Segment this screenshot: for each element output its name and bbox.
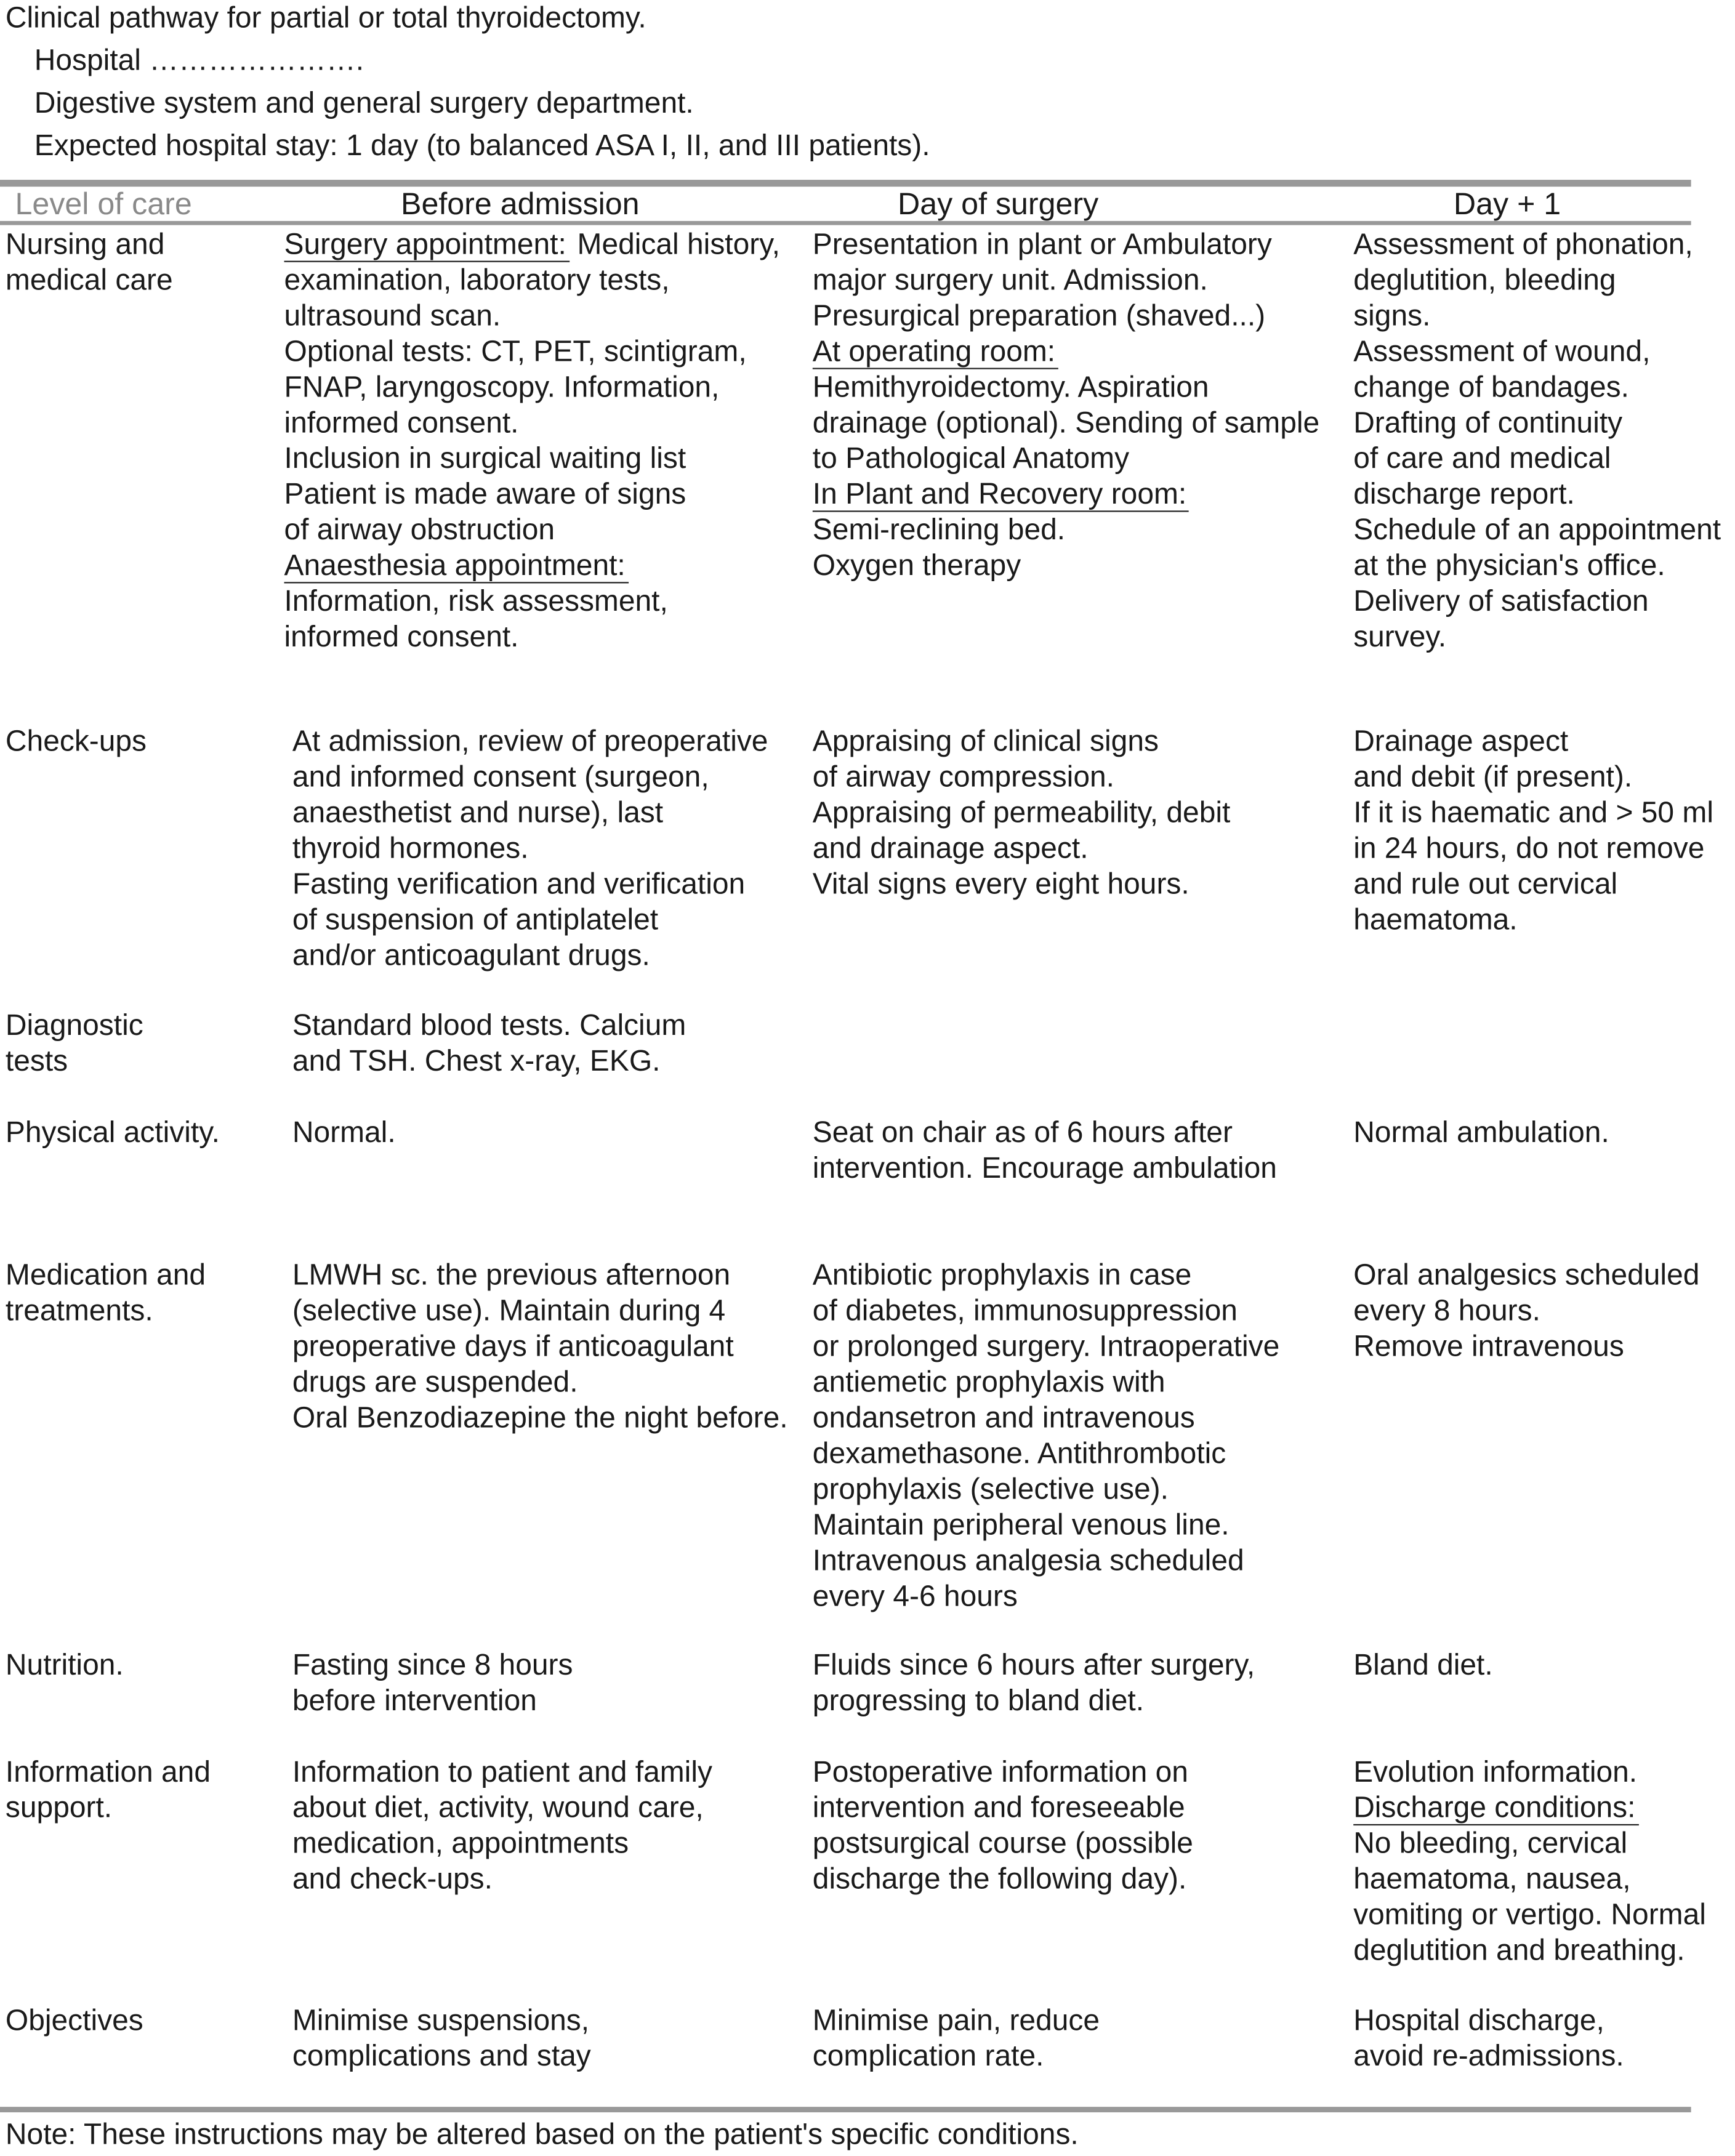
cell-line: Normal.	[292, 1116, 396, 1149]
cell-line: Nutrition.	[5, 1648, 124, 1682]
cell-line: Oral Benzodiazepine the night before.	[292, 1401, 788, 1434]
cell-physical-activity-before-admission	[292, 1114, 396, 1150]
row-label-physical-activity	[6, 1114, 220, 1150]
underlined-subheading: Surgery appointment:	[284, 228, 569, 262]
cell-line: signs.	[1353, 299, 1431, 332]
cell-information-support-day-of-surgery	[813, 1754, 1193, 1897]
cell-line: No bleeding, cervical	[1353, 1827, 1628, 1860]
cell-information-support-before-admission	[292, 1754, 712, 1897]
document-title: Clinical pathway for partial or total thyroidectomy.	[5, 1, 646, 34]
cell-line: intervention and foreseeable	[812, 1791, 1185, 1824]
cell-line: Evolution information.	[1353, 1755, 1638, 1788]
cell-line: Fluids since 6 hours after surgery,	[812, 1648, 1255, 1682]
cell-line: of suspension of antiplatelet	[292, 903, 659, 936]
cell-line: preoperative days if anticoagulant	[292, 1330, 734, 1363]
cell-line: Bland diet.	[1353, 1648, 1493, 1682]
row-label-objectives	[6, 2003, 143, 2038]
cell-line: examination, laboratory tests,	[284, 263, 670, 297]
cell-line: Nursing and	[5, 228, 165, 261]
cell-line: drainage (optional). Sending of sample	[812, 406, 1320, 440]
cell-line: Patient is made aware of signs	[284, 477, 686, 511]
cell-line: Fasting since 8 hours	[292, 1648, 573, 1682]
cell-line: deglutition, bleeding	[1353, 263, 1616, 297]
bottom-rule	[0, 2107, 1691, 2112]
underlined-subheading: At operating room:	[813, 335, 1058, 369]
cell-line: Minimise pain, reduce	[812, 2003, 1100, 2037]
cell-medication-treatments-day-of-surgery	[813, 1257, 1279, 1614]
cell-check-ups-before-admission	[292, 723, 768, 973]
top-rule	[0, 180, 1691, 187]
cell-line: change of bandages.	[1353, 370, 1629, 404]
header-level-of-care: Level of care	[15, 187, 192, 221]
cell-line: Physical activity.	[5, 1116, 220, 1149]
cell-line: antiemetic prophylaxis with	[812, 1366, 1165, 1399]
cell-line: Seat on chair as of 6 hours after	[812, 1116, 1233, 1149]
cell-line: Appraising of permeability, debit	[812, 796, 1231, 829]
cell-line: Presurgical preparation (shaved...)	[812, 299, 1266, 332]
cell-line: Hemithyroidectomy. Aspiration	[812, 370, 1209, 404]
underlined-subheading: Anaesthesia appointment:	[284, 549, 628, 584]
cell-line	[813, 477, 1319, 512]
cell-line: Drafting of continuity	[1353, 406, 1623, 440]
header-rule	[0, 221, 1691, 225]
cell-line: FNAP, laryngoscopy. Information,	[284, 370, 720, 404]
cell-line: of airway obstruction	[284, 513, 555, 547]
cell-line: Oxygen therapy	[812, 549, 1021, 582]
line-text: Medical history,	[569, 228, 780, 261]
row-label-nursing-medical-care	[6, 227, 173, 298]
row-label-nutrition	[6, 1647, 124, 1683]
header-day-of-surgery: Day of surgery	[898, 187, 1099, 221]
cell-line: Inclusion in surgical waiting list	[284, 441, 686, 475]
cell-line: (selective use). Maintain during 4	[292, 1294, 726, 1327]
cell-physical-activity-day-of-surgery	[813, 1114, 1277, 1186]
cell-line: Normal ambulation.	[1353, 1116, 1609, 1149]
row-label-diagnostic-tests	[6, 1007, 143, 1079]
cell-line: Postoperative information on	[812, 1755, 1188, 1788]
department-line: Digestive system and general surgery department.	[34, 86, 694, 119]
cell-nutrition-day-of-surgery	[813, 1647, 1255, 1718]
cell-check-ups-day-of-surgery	[813, 723, 1231, 902]
footnote: Note: These instructions may be altered based on the patient's specific conditions.	[5, 2117, 1079, 2151]
cell-line: Assessment of wound,	[1353, 334, 1651, 368]
cell-line: postsurgical course (possible	[812, 1827, 1193, 1860]
cell-line: Maintain peripheral venous line.	[812, 1508, 1230, 1542]
hospital-line: Hospital ………………….	[34, 44, 364, 77]
cell-line: discharge report.	[1353, 477, 1575, 511]
cell-line: Fasting verification and verification	[292, 867, 746, 901]
cell-line	[1353, 1790, 1706, 1825]
cell-line: in 24 hours, do not remove	[1353, 832, 1705, 865]
cell-line: of diabetes, immunosuppression	[812, 1294, 1238, 1327]
cell-nutrition-day-plus-1	[1353, 1647, 1493, 1683]
cell-line: LMWH sc. the previous afternoon	[292, 1258, 731, 1292]
cell-line: Antibiotic prophylaxis in case	[812, 1258, 1192, 1292]
cell-line: treatments.	[5, 1294, 153, 1327]
cell-line: Optional tests: CT, PET, scintigram,	[284, 334, 747, 368]
cell-line: major surgery unit. Admission.	[812, 263, 1208, 297]
cell-nursing-medical-care-day-plus-1	[1353, 227, 1721, 655]
cell-line: Information and	[5, 1755, 211, 1788]
cell-line: Diagnostic	[5, 1008, 143, 1042]
cell-line: Vital signs every eight hours.	[812, 867, 1190, 901]
cell-line	[284, 548, 779, 584]
cell-line: Oral analgesics scheduled	[1353, 1258, 1700, 1292]
cell-line: at the physician's office.	[1353, 549, 1665, 582]
cell-line: discharge the following day).	[812, 1862, 1187, 1896]
cell-line: before intervention	[292, 1684, 537, 1717]
cell-nutrition-before-admission	[292, 1647, 573, 1718]
cell-objectives-day-of-surgery	[813, 2003, 1100, 2074]
cell-medication-treatments-day-plus-1	[1353, 1257, 1699, 1364]
cell-line: support.	[5, 1791, 113, 1824]
cell-line: Remove intravenous	[1353, 1330, 1624, 1363]
cell-line: Presentation in plant or Ambulatory	[812, 228, 1272, 261]
cell-line: vomiting or vertigo. Normal	[1353, 1898, 1706, 1931]
cell-line: medical care	[5, 263, 173, 297]
cell-line: dexamethasone. Antithrombotic	[812, 1437, 1226, 1470]
cell-line: every 8 hours.	[1353, 1294, 1540, 1327]
cell-line: If it is haematic and > 50 ml	[1353, 796, 1713, 829]
cell-line: deglutition and breathing.	[1353, 1934, 1685, 1967]
cell-line: thyroid hormones.	[292, 832, 529, 865]
cell-line: Appraising of clinical signs	[812, 725, 1159, 758]
cell-line	[284, 227, 779, 262]
cell-line: Standard blood tests. Calcium	[292, 1008, 686, 1042]
cell-line: progressing to bland diet.	[812, 1684, 1145, 1717]
cell-objectives-before-admission	[292, 2003, 591, 2074]
cell-nursing-medical-care-day-of-surgery	[813, 227, 1319, 584]
cell-line: or prolonged surgery. Intraoperative	[812, 1330, 1280, 1363]
cell-line: tests	[5, 1044, 68, 1078]
header-before-admission: Before admission	[400, 187, 640, 221]
underlined-subheading: Discharge conditions:	[1353, 1791, 1638, 1825]
cell-line: about diet, activity, wound care,	[292, 1791, 704, 1824]
cell-line: and informed consent (surgeon,	[292, 760, 709, 794]
row-label-check-ups	[6, 723, 147, 759]
cell-line: haematoma, nausea,	[1353, 1862, 1631, 1896]
cell-line: Information to patient and family	[292, 1755, 712, 1788]
cell-line: of care and medical	[1353, 441, 1611, 475]
cell-line: ultrasound scan.	[284, 299, 501, 332]
cell-nursing-medical-care-before-admission	[284, 227, 779, 655]
cell-line: Check-ups	[5, 725, 147, 758]
cell-physical-activity-day-plus-1	[1353, 1114, 1609, 1150]
cell-line: informed consent.	[284, 406, 519, 440]
cell-line: Minimise suspensions,	[292, 2003, 590, 2037]
cell-line: Intravenous analgesia scheduled	[812, 1544, 1244, 1577]
underlined-subheading: In Plant and Recovery room:	[813, 478, 1190, 512]
cell-line: to Pathological Anatomy	[812, 441, 1130, 475]
cell-line: medication, appointments	[292, 1827, 629, 1860]
cell-line: Hospital discharge,	[1353, 2003, 1604, 2037]
cell-line: At admission, review of preoperative	[292, 725, 768, 758]
cell-line: Information, risk assessment,	[284, 584, 668, 618]
cell-line: complication rate.	[812, 2039, 1044, 2073]
row-label-information-support	[6, 1754, 211, 1825]
cell-line: Objectives	[5, 2003, 143, 2037]
expected-stay-line: Expected hospital stay: 1 day (to balanced ASA I, II, and III patients).	[34, 129, 930, 163]
cell-check-ups-day-plus-1	[1353, 723, 1713, 938]
cell-line: Semi-reclining bed.	[812, 513, 1066, 547]
cell-line: and debit (if present).	[1353, 760, 1633, 794]
cell-objectives-day-plus-1	[1353, 2003, 1624, 2074]
cell-line: and TSH. Chest x-ray, EKG.	[292, 1044, 661, 1078]
cell-line: Schedule of an appointment	[1353, 513, 1721, 547]
cell-line: Drainage aspect	[1353, 725, 1569, 758]
cell-line: ondansetron and intravenous	[812, 1401, 1195, 1434]
cell-line: survey.	[1353, 620, 1447, 654]
cell-line: of airway compression.	[812, 760, 1114, 794]
cell-diagnostic-tests-before-admission	[292, 1007, 686, 1079]
cell-line: prophylaxis (selective use).	[812, 1473, 1169, 1506]
cell-line: informed consent.	[284, 620, 519, 654]
row-label-medication-treatments	[6, 1257, 206, 1329]
header-day-plus-1: Day + 1	[1453, 187, 1561, 221]
cell-line: Assessment of phonation,	[1353, 228, 1693, 261]
cell-line: and check-ups.	[292, 1862, 493, 1896]
cell-line: intervention. Encourage ambulation	[812, 1151, 1277, 1185]
cell-line: and drainage aspect.	[812, 832, 1089, 865]
cell-line: Medication and	[5, 1258, 206, 1292]
cell-line	[813, 334, 1319, 369]
cell-line: complications and stay	[292, 2039, 591, 2073]
cell-line: and/or anticoagulant drugs.	[292, 938, 650, 972]
cell-medication-treatments-before-admission	[292, 1257, 788, 1436]
cell-line: anaesthetist and nurse), last	[292, 796, 664, 829]
cell-information-support-day-plus-1	[1353, 1754, 1706, 1968]
cell-line: avoid re-admissions.	[1353, 2039, 1624, 2073]
cell-line: every 4-6 hours	[812, 1580, 1018, 1613]
cell-line: haematoma.	[1353, 903, 1518, 936]
cell-line: Delivery of satisfaction	[1353, 584, 1649, 618]
cell-line: drugs are suspended.	[292, 1366, 578, 1399]
cell-line: and rule out cervical	[1353, 867, 1618, 901]
